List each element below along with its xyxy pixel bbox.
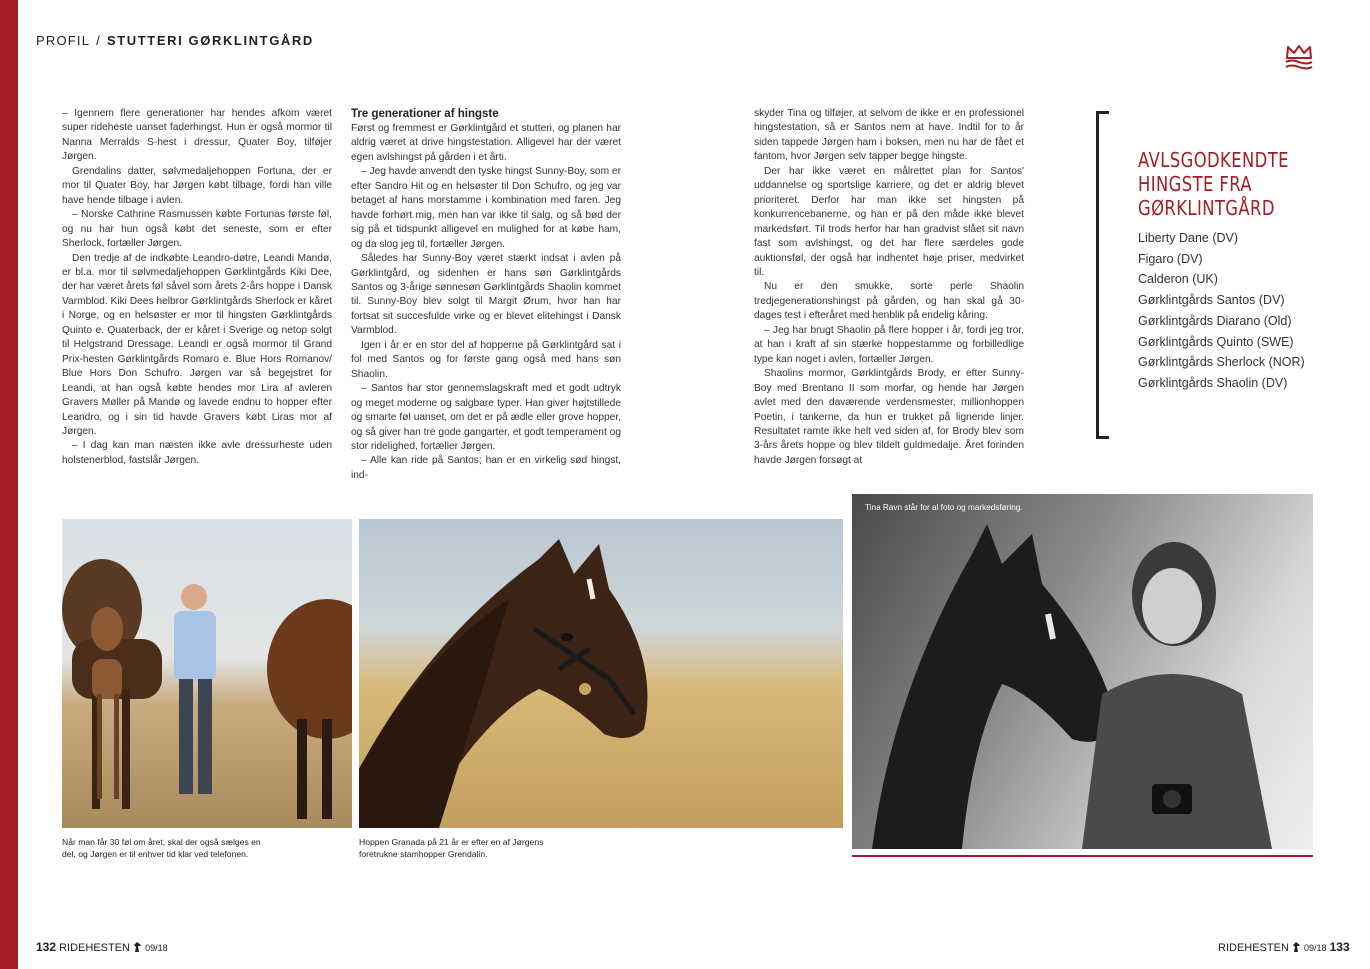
photo-caption-overlay: Tina Ravn står for al foto og markedsføring. — [865, 503, 1023, 512]
sidebar-bracket — [1096, 111, 1109, 439]
text-column-3 — [754, 107, 1024, 468]
caption-line: Hoppen Granada på 21 år er efter en af Jørgens — [359, 837, 544, 847]
sidebar-title-line: AVLSGODKENDTE — [1138, 148, 1289, 172]
list-item: Gørklintgårds Sherlock (NOR) — [1138, 355, 1305, 370]
sidebar-title-line: GØRKLINTGÅRD — [1138, 196, 1275, 220]
paragraph: Den tredje af de indkøbte Leandro-døtre, Leandi Mandø, er bl.a. mor til sølvmedaljehoppen Gørklintgårds Kiki Dee, der har været årets føl såvel som årets 2-års hoppe i Dansk Varmblod. Kiki Dees helbror Gørklintgårds Sherlock er kåret i Norge, og en helsøster er mor til hingsten Gørklintgårds Quinto e. Quaterback, der er kåret i Sverige og netop solgt til Helgstrand Dressage. Leandi er også mormor til Grand Prix-hesten Gørklintgårds Romaro e. Blue Hors Romanov/ Blue Hors Don Schufro. Jørgen var så begejstret for Leandi, at han også købte hendes mor Lira af avleren Gravers Møller på Mandø og lavede endnu to hopper efter Leandro, og i sin tid havde Gravers købt Liras mor af Jørgen. — [62, 252, 332, 437]
horse-head-icon — [133, 942, 142, 952]
stallion-list — [1138, 228, 1305, 394]
photo-tina-with-foal — [852, 494, 1313, 849]
photo-caption-1 — [62, 836, 302, 860]
list-item: Gørklintgårds Santos (DV) — [1138, 293, 1285, 308]
issue-number: 09/18 — [1304, 943, 1327, 953]
footer-left — [36, 940, 168, 954]
list-item: Gørklintgårds Shaolin (DV) — [1138, 375, 1288, 390]
header-separator: / — [96, 33, 101, 48]
paragraph: skyder Tina og tilføjer, at selvom de ikke er en professionel hingstestation, så er Santos nem at have. Indtil for to år siden tappede Jørgen ham i boksen, men nu har de fået et fantom, hvor Jørgen selv tapper begge hingste. — [754, 108, 1024, 163]
magazine-name: RIDEHESTEN — [59, 942, 130, 954]
list-item: Gørklintgårds Diarano (Old) — [1138, 313, 1292, 328]
stallion-sidebar — [1096, 111, 1326, 435]
paragraph: Først og fremmest er Gørklintgård et stutteri, og planen har aldrig været at drive hingstestation. Alligevel har der været egen avlshingst på gården i et årti. — [351, 123, 621, 163]
paragraph: Således har Sunny-Boy været stærkt indsat i avlen på Gørklintgård, og sidenhen er hans søn Gørklintgårds Santos og 3-årige sønnesøn Gørklintgårds Shaolin kommet til. Sunny-Boy blev solgt til Margit Ørum, hvor han har fortsat sit succesfulde virke og er blevet elitehingst i Dansk Varmblod. — [351, 253, 621, 337]
list-item: Gørklintgårds Quinto (SWE) — [1138, 334, 1294, 349]
photo-man-with-horses — [62, 519, 352, 828]
caption-line: del, og Jørgen er til enhver tid klar ved telefonen. — [62, 849, 249, 859]
paragraph: Nu er den smukke, sorte perle Shaolin tredjegenerationshingst på gården, og han skal gå 30-dages test i efteråret med henblik på endelig kåring. — [754, 281, 1024, 322]
paragraph: Shaolins mormor, Gørklintgårds Brody, er efter Sunny-Boy med Brentano II som morfar, og hende har Jørgen avlet med den daværende verdensmester, millionhoppen Poetin, i tankerne, da hun er trukket på lignende linjer. Resultatet ramte ikke helt ved siden af, for Brody blev som 3-års årets hoppe og blev tildelt guldmedalje. Året forinden havde Jørgen forsøgt at — [754, 368, 1024, 466]
paragraph: – I dag kan man næsten ikke avle dressurheste uden holstenerblod, fastslår Jørgen. — [62, 440, 332, 466]
page-header — [36, 33, 314, 48]
red-spine-bar — [0, 0, 18, 969]
photo-rule — [852, 855, 1313, 857]
text-column-2 — [351, 107, 621, 483]
horse-head-icon — [1292, 942, 1301, 952]
paragraph: – Jeg havde anvendt den tyske hingst Sunny-Boy, som er efter Sandro Hit og en helsøster til Don Schufro, og jeg var betaget af hans morstamme i kombination med faren. Jeg havde forhørt mig, men han var ikke til salg, og så bød der sig på et tidspunkt alligevel en mulighed for at købe ham, og da slog jeg til, fortæller Jørgen. — [351, 166, 621, 250]
header-title: STUTTERI GØRKLINTGÅRD — [106, 33, 314, 48]
paragraph: – Norske Cathrine Rasmussen købte Fortunas første føl, og nu har hun også købt det seneste, som er efter Sherlock, fortæller Jørgen. — [62, 209, 332, 250]
list-item: Figaro (DV) — [1138, 251, 1203, 266]
text-column-1 — [62, 107, 332, 468]
crown-icon — [1284, 44, 1314, 70]
paragraph: – Alle kan ride på Santos; han er en virkelig sød hingst, ind- — [351, 455, 621, 481]
page-number-right: 133 — [1329, 940, 1350, 954]
paragraph: Der har ikke været en målrettet plan for Santos' uddannelse og sportslige karriere, og det er aldrig blevet prioriteret. Derfor har man ikke set hingsten på konkurrencebanerne, og han er på den måde ikke blevet markedsført. Til trods herfor har han gradvist slået sit navn fast som avlshingst, og det har flere særdeles gode auktionsføl, der også har indhentet høje priser, medvirket til. — [754, 165, 1024, 278]
list-item: Liberty Dane (DV) — [1138, 231, 1239, 245]
header-section: PROFIL — [36, 33, 91, 48]
photo-caption-2 — [359, 836, 579, 860]
photo-horse-granada — [359, 519, 843, 828]
sidebar-title — [1138, 148, 1302, 220]
list-item: Calderon (UK) — [1138, 272, 1218, 287]
magazine-name: RIDEHESTEN — [1218, 942, 1289, 954]
paragraph: – Igennem flere generationer har hendes afkom været super rideheste uanset faderhingst. Hun er også mormor til Nanna Merralds S-hest i dressur, Quater Boy, tilføjer Jørgen. — [62, 108, 332, 163]
issue-number: 09/18 — [145, 943, 168, 953]
sidebar-title-line: HINGSTE FRA — [1138, 172, 1253, 196]
footer-right — [1218, 940, 1350, 954]
section-heading: Tre generationer af hingste — [351, 108, 499, 120]
page-number-left: 132 — [36, 940, 57, 954]
paragraph: – Jeg har brugt Shaolin på flere hopper i år, fordi jeg tror, at han i kraft af sin stærke hoppestamme og forbilledlige type kan noget i avlen, fortæller Jørgen. — [754, 324, 1024, 365]
caption-line: Når man får 30 føl om året, skal der også sælges en — [62, 837, 261, 847]
caption-line: foretrukne stamhopper Grendalin. — [359, 849, 488, 859]
paragraph: Grendalins datter, sølvmedaljehoppen Fortuna, der er mor til Quater Boy, har Jørgen købt tilbage, fordi han ville have hende tilbage i avlen. — [62, 165, 332, 206]
paragraph: Igen i år er en stor del af hopperne på Gørklintgård sat i fol med Santos og for første gang også med hans søn Shaolin. — [351, 339, 621, 380]
paragraph: – Santos har stor gennemslagskraft med et godt udtryk og meget moderne og salgbare typer. Han giver højtstillede og smarte føl uanset, om det er på ædle eller grove hopper, og så giver han tre gode gangarter, et godt temperament og stor ridelighed, fortæller Jørgen. — [351, 383, 621, 452]
